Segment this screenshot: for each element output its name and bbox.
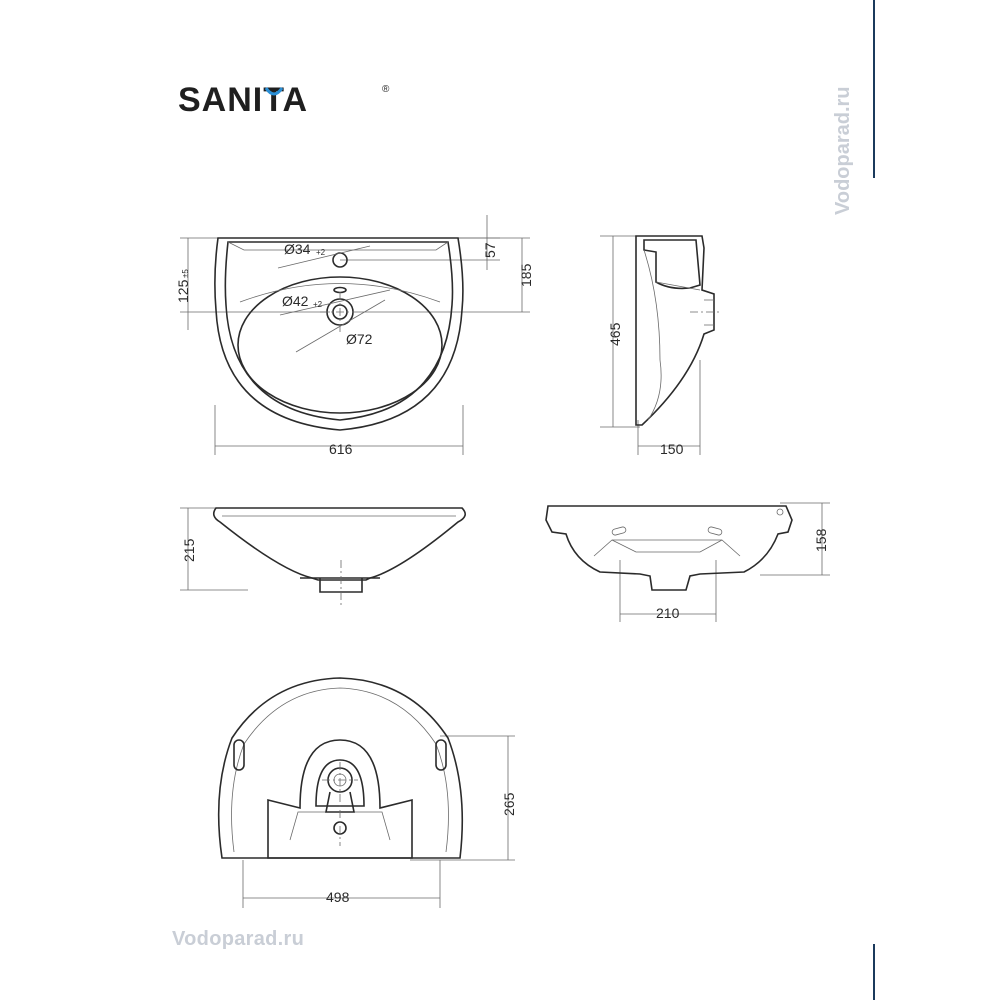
- dim-depth-bowl-tol: ±5: [181, 269, 190, 278]
- watermark-bottom: Vodoparad.ru: [172, 928, 305, 950]
- registered-mark: ®: [382, 84, 390, 95]
- dim-height-rear: 158: [813, 528, 829, 552]
- dim-tap-hole: Ø34: [284, 241, 311, 257]
- dim-depth-tap: 185: [518, 263, 534, 287]
- bottom-view: [219, 678, 517, 908]
- dim-depth-bowl: 125: [175, 279, 191, 303]
- rear-view: [546, 503, 830, 622]
- watermark-side: Vodoparad.ru: [832, 86, 854, 215]
- front-view: [180, 508, 465, 606]
- dim-drain-outer: Ø72: [346, 331, 373, 347]
- top-view: [175, 215, 534, 457]
- dim-depth-side: 150: [660, 441, 684, 457]
- dim-drain-hole-tol: +2: [313, 300, 323, 309]
- dim-height-front: 215: [181, 538, 197, 562]
- brand-name: SANITA: [178, 81, 309, 118]
- dim-width-bottom: 498: [326, 889, 350, 905]
- side-view: [600, 236, 722, 457]
- dim-height-side: 465: [607, 322, 623, 346]
- dim-mount-spacing: 210: [656, 605, 680, 621]
- dim-width-top: 616: [329, 441, 353, 457]
- dim-depth-rear: 57: [482, 242, 498, 258]
- dim-height-bottom: 265: [501, 792, 517, 816]
- dim-tap-hole-tol: +2: [316, 248, 326, 257]
- dim-drain-hole: Ø42: [282, 293, 309, 309]
